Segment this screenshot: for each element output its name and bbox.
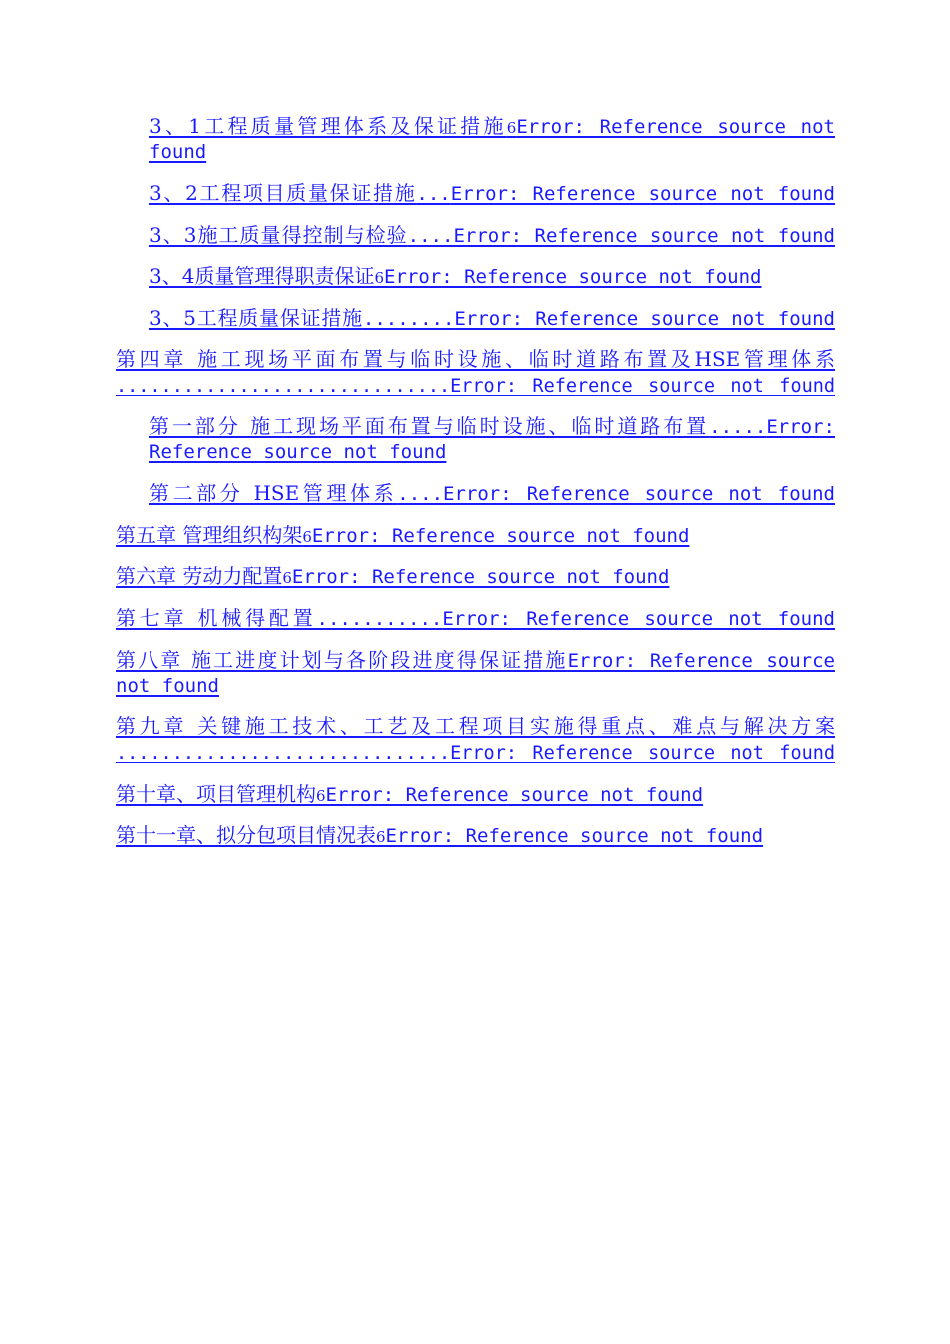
toc-entry-chapter-11[interactable] [116,823,835,850]
fallback-mark: 6 [302,528,312,546]
toc-entry-3-1-continued[interactable] [149,139,835,165]
toc-entry-part-1-continued[interactable] [149,439,835,465]
toc-entry-leader: ... [416,183,451,205]
toc-entry-title: 第四章 施工现场平面布置与临时设施、临时道路布置及HSE管理体系 [116,347,835,371]
toc-entry-chapter-4-continued[interactable] [116,373,835,399]
toc-entry-chapter-9[interactable] [116,714,835,739]
fallback-mark: 6 [282,569,292,587]
toc-entry-title: 第十章、项目管理机构 [116,782,316,806]
toc-entry-title: 第六章 劳动力配置 [116,564,283,588]
toc-entry-chapter-7[interactable] [116,606,835,632]
toc-entry-3-4[interactable] [149,264,835,291]
toc-entry-ref: Error: Reference source not [516,116,835,138]
toc-entry-ref: Error: Reference source not found [450,376,835,397]
toc-entry-chapter-10[interactable] [116,782,835,809]
toc-entry-chapter-5[interactable] [116,523,835,550]
toc-entry-title: 3、5工程质量保证措施 [149,306,363,330]
toc-entry-leader: ........... [316,608,443,630]
toc-entry-ref-continued: Reference source not found [149,441,447,463]
toc-entry-part-1[interactable] [149,414,835,440]
toc-entry-ref: Error: [766,416,835,438]
toc-entry-title: 第一部分 施工现场平面布置与临时设施、临时道路布置 [149,414,710,438]
toc-entry-3-2[interactable] [149,181,835,207]
toc-entry-leader: .............................. [116,376,451,397]
toc-entry-ref: Error: Reference source not found [443,483,835,505]
toc-entry-ref: Error: Reference source not found [385,825,764,847]
toc-entry-chapter-9-continued[interactable] [116,740,835,766]
toc-entry-title: 第十一章、拟分包项目情况表 [116,823,376,847]
toc-entry-leader: .............................. [116,743,451,764]
toc-entry-chapter-8-continued[interactable] [116,673,835,699]
toc-entry-ref: Error: Reference source not found [384,266,762,288]
toc-entry-title: 第八章 施工进度计划与各阶段进度得保证措施 [116,648,568,672]
toc-entry-chapter-4[interactable] [116,347,835,372]
toc-entry-ref: Error: Reference source not found [311,525,690,547]
toc-entry-ref: Error: Reference source not found [325,784,704,806]
toc-entry-ref: Error: Reference source [567,650,835,672]
toc-entry-title: 第二部分 HSE管理体系 [149,481,398,505]
toc-entry-title: 第七章 机械得配置 [116,606,317,630]
toc-entry-title: 3、4质量管理得职责保证 [149,264,375,288]
toc-entry-leader: .... [407,225,454,247]
fallback-mark: 6 [506,119,517,137]
toc-entry-3-5[interactable] [149,306,835,332]
toc-entry-ref: Error: Reference source not found [450,183,835,205]
toc-entry-3-3[interactable] [149,223,835,249]
fallback-mark: 6 [376,828,386,846]
toc-entry-leader: ..... [709,416,767,438]
fallback-mark: 6 [374,269,384,287]
toc-entry-title: 第五章 管理组织构架 [116,523,303,547]
toc-entry-ref: Error: Reference source not found [291,566,670,588]
toc-entry-chapter-8[interactable] [116,648,835,674]
toc-entry-title: 3、1工程质量管理体系及保证措施 [149,114,507,138]
toc-entry-ref: Error: Reference source not found [453,225,835,247]
toc-entry-title: 第九章 关键施工技术、工艺及工程项目实施得重点、难点与解决方案 [116,714,835,738]
toc-entry-ref: Error: Reference source not found [454,308,835,330]
toc-entry-leader: .... [397,483,444,505]
toc-entry-ref-continued: found [149,141,207,163]
toc-entry-leader: ........ [362,308,455,330]
toc-entry-title: 3、3施工质量得控制与检验 [149,223,408,247]
toc-entry-ref: Error: Reference source not found [450,743,835,764]
toc-entry-ref: Error: Reference source not found [442,608,835,630]
toc-entry-ref-continued: not found [116,675,219,697]
toc-entry-3-1[interactable] [149,114,835,141]
fallback-mark: 6 [316,787,326,805]
toc-entry-part-2[interactable] [149,481,835,507]
toc-entry-title: 3、2工程项目质量保证措施 [149,181,417,205]
toc-entry-chapter-6[interactable] [116,564,835,591]
